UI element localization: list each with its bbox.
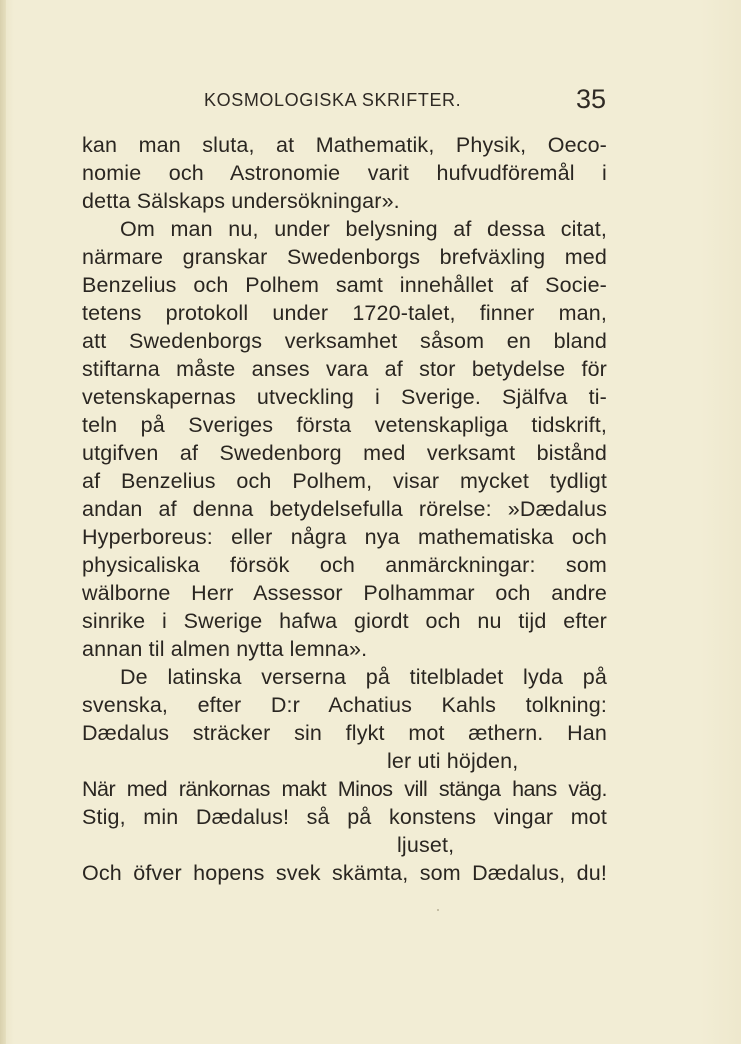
text-line: Benzelius och Polhem samt innehållet af Socie- <box>82 273 607 297</box>
verse-line: Dædalus sträcker sin flykt mot æthern. Han <box>82 721 607 745</box>
text-line: tetens protokoll under 1720-talet, finner man, <box>82 301 607 325</box>
page-gutter <box>0 0 6 1044</box>
text-line: physicaliska försök och anmärckningar: som <box>82 553 607 577</box>
text-line: De latinska verserna på titelbladet lyda på <box>120 665 607 689</box>
text-line: teln på Sveriges första vetenskapliga tidskrift, <box>82 413 607 437</box>
text-line: sinrike i Swerige hafwa giordt och nu tijd efter <box>82 609 607 633</box>
text-line: nomie och Astronomie varit hufvudföremål i <box>82 161 607 185</box>
text-line: Hyperboreus: eller några nya mathematiska och <box>82 525 607 549</box>
verse-line: Och öfver hopens svek skämta, som Dædalus, du! <box>82 861 607 885</box>
body-text <box>82 131 607 887</box>
text-line: af Benzelius och Polhem, visar mycket tydligt <box>82 469 607 493</box>
text-line: vetenskapernas utveckling i Sverige. Själfva ti- <box>82 385 607 409</box>
text-line: närmare granskar Swedenborgs brefväxling med <box>82 245 607 269</box>
verse-line: När med ränkornas makt Minos vill stänga hans väg. <box>82 777 607 801</box>
text-line: stiftarna måste anses vara af stor betydelse för <box>82 357 607 381</box>
text-line: utgifven af Swedenborg med verksamt bistånd <box>82 441 607 465</box>
verse-line: ljuset, <box>397 833 455 857</box>
verse-line: Stig, min Dædalus! så på konstens vingar mot <box>82 805 607 829</box>
text-line: kan man sluta, at Mathematik, Physik, Oeco- <box>82 133 607 157</box>
text-line: andan af denna betydelsefulla rörelse: »Dædalus <box>82 497 607 521</box>
page-number: 35 <box>576 84 607 114</box>
text-line: Om man nu, under belysning af dessa citat, <box>120 217 607 241</box>
running-title: KOSMOLOGISKA SKRIFTER. <box>204 90 462 110</box>
text-line: svenska, efter D:r Achatius Kahls tolkning: <box>82 693 607 717</box>
paper-speck <box>437 909 439 911</box>
text-line: wälborne Herr Assessor Polhammar och andre <box>82 581 607 605</box>
verse-line: ler uti höjden, <box>387 749 519 773</box>
text-line: att Swedenborgs verksamhet såsom en bland <box>82 329 607 353</box>
text-line: annan til almen nytta lemna». <box>82 637 368 661</box>
text-line: detta Sälskaps undersökningar». <box>82 189 400 213</box>
